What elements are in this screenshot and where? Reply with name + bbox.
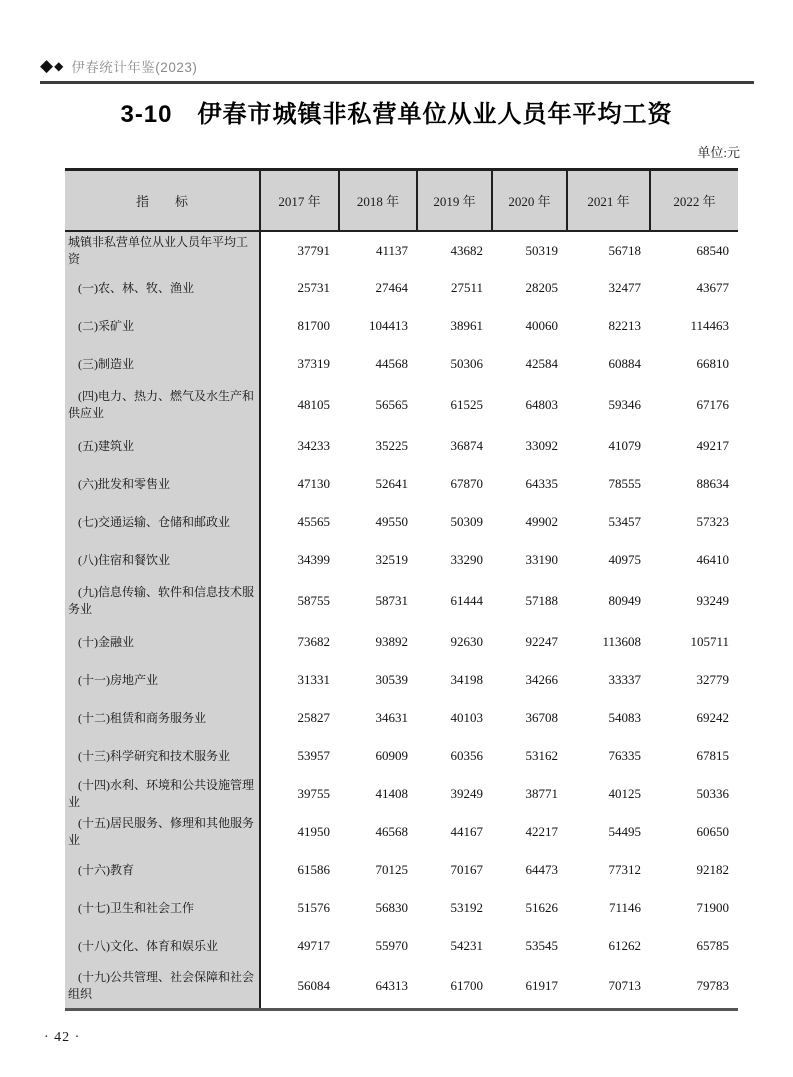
- value-cell: 45565: [260, 503, 339, 541]
- value-cell: 49717: [260, 927, 339, 965]
- value-cell: 60356: [417, 737, 492, 775]
- value-cell: 59346: [567, 383, 650, 427]
- value-cell: 71146: [567, 889, 650, 927]
- value-cell: 32477: [567, 269, 650, 307]
- value-cell: 114463: [650, 307, 738, 345]
- value-cell: 93249: [650, 579, 738, 623]
- indicator-label: [65, 503, 260, 541]
- value-cell: 73682: [260, 623, 339, 661]
- table-row: [65, 579, 738, 623]
- yearbook-name: 伊春统计年鉴(2023): [71, 60, 198, 75]
- table-row: [65, 699, 738, 737]
- value-cell: 104413: [339, 307, 417, 345]
- indicator-label-text: (十)金融业: [78, 634, 134, 649]
- value-cell: 43677: [650, 269, 738, 307]
- table-row: [65, 661, 738, 699]
- indicator-label: [65, 541, 260, 579]
- value-cell: 61444: [417, 579, 492, 623]
- indicator-label-text: (十一)房地产业: [78, 672, 158, 687]
- table-row: [65, 927, 738, 965]
- unit-label: 单位:元: [697, 145, 740, 160]
- value-cell: 92182: [650, 851, 738, 889]
- value-cell: 64313: [339, 965, 417, 1009]
- value-cell: 34631: [339, 699, 417, 737]
- value-cell: 51576: [260, 889, 339, 927]
- value-cell: 66810: [650, 345, 738, 383]
- value-cell: 46410: [650, 541, 738, 579]
- value-cell: 47130: [260, 465, 339, 503]
- value-cell: 53192: [417, 889, 492, 927]
- indicator-label: [65, 889, 260, 927]
- value-cell: 40060: [492, 307, 567, 345]
- value-cell: 28205: [492, 269, 567, 307]
- value-cell: 61700: [417, 965, 492, 1009]
- value-cell: 49550: [339, 503, 417, 541]
- indicator-label-text: (二)采矿业: [78, 318, 134, 333]
- value-cell: 34399: [260, 541, 339, 579]
- value-cell: 38961: [417, 307, 492, 345]
- value-cell: 71900: [650, 889, 738, 927]
- value-cell: 37319: [260, 345, 339, 383]
- column-header-year: 2017 年: [260, 170, 339, 232]
- column-header-year: 2021 年: [567, 170, 650, 232]
- value-cell: 60650: [650, 813, 738, 851]
- table-row: [65, 889, 738, 927]
- indicator-label-text: (十四)水利、环境和公共设施管理业: [68, 778, 254, 809]
- value-cell: 25731: [260, 269, 339, 307]
- value-cell: 53957: [260, 737, 339, 775]
- value-cell: 42217: [492, 813, 567, 851]
- value-cell: 37791: [260, 231, 339, 269]
- indicator-label-text: (十七)卫生和社会工作: [78, 900, 194, 915]
- value-cell: 50319: [492, 231, 567, 269]
- table-header: [65, 170, 738, 232]
- wage-table: [65, 168, 738, 1011]
- indicator-label-text: (三)制造业: [78, 356, 134, 371]
- value-cell: 61586: [260, 851, 339, 889]
- indicator-label-text: (一)农、林、牧、渔业: [78, 280, 194, 295]
- value-cell: 53545: [492, 927, 567, 965]
- indicator-label-text: (十三)科学研究和技术服务业: [78, 748, 230, 763]
- indicator-label: [65, 661, 260, 699]
- value-cell: 40125: [567, 775, 650, 813]
- value-cell: 54083: [567, 699, 650, 737]
- value-cell: 61262: [567, 927, 650, 965]
- value-cell: 39249: [417, 775, 492, 813]
- indicator-label-text: (十八)文化、体育和娱乐业: [78, 938, 218, 953]
- value-cell: 58755: [260, 579, 339, 623]
- indicator-label: [65, 579, 260, 623]
- value-cell: 33290: [417, 541, 492, 579]
- value-cell: 49902: [492, 503, 567, 541]
- table-row: [65, 345, 738, 383]
- diamond-icon: ◆: [40, 55, 54, 76]
- value-cell: 53457: [567, 503, 650, 541]
- indicator-label: [65, 813, 260, 851]
- value-cell: 81700: [260, 307, 339, 345]
- column-header-year: 2018 年: [339, 170, 417, 232]
- value-cell: 68540: [650, 231, 738, 269]
- indicator-label-text: (十六)教育: [78, 862, 134, 877]
- indicator-label: [65, 383, 260, 427]
- value-cell: 105711: [650, 623, 738, 661]
- value-cell: 113608: [567, 623, 650, 661]
- indicator-label: [65, 737, 260, 775]
- table-row: [65, 503, 738, 541]
- value-cell: 50309: [417, 503, 492, 541]
- table-row: [65, 383, 738, 427]
- page-title: 3-10 伊春市城镇非私营单位从业人员年平均工资: [120, 101, 673, 128]
- running-head: [40, 56, 754, 84]
- table-row: [65, 465, 738, 503]
- indicator-label-text: (十九)公共管理、社会保障和社会组织: [68, 970, 254, 1002]
- value-cell: 33092: [492, 427, 567, 465]
- indicator-label-text: (十二)租赁和商务服务业: [78, 710, 206, 725]
- indicator-label-text: (九)信息传输、软件和信息技术服务业: [68, 585, 254, 616]
- value-cell: 40103: [417, 699, 492, 737]
- value-cell: 88634: [650, 465, 738, 503]
- value-cell: 70125: [339, 851, 417, 889]
- value-cell: 44568: [339, 345, 417, 383]
- value-cell: 27511: [417, 269, 492, 307]
- value-cell: 70713: [567, 965, 650, 1009]
- value-cell: 58731: [339, 579, 417, 623]
- value-cell: 27464: [339, 269, 417, 307]
- value-cell: 33337: [567, 661, 650, 699]
- value-cell: 56084: [260, 965, 339, 1009]
- value-cell: 41950: [260, 813, 339, 851]
- value-cell: 44167: [417, 813, 492, 851]
- value-cell: 56830: [339, 889, 417, 927]
- value-cell: 35225: [339, 427, 417, 465]
- value-cell: 60884: [567, 345, 650, 383]
- value-cell: 33190: [492, 541, 567, 579]
- value-cell: 77312: [567, 851, 650, 889]
- value-cell: 41079: [567, 427, 650, 465]
- value-cell: 48105: [260, 383, 339, 427]
- table-row: [65, 813, 738, 851]
- indicator-label-text: (十五)居民服务、修理和其他服务业: [68, 816, 254, 847]
- page-number: · 42 ·: [44, 1030, 81, 1045]
- indicator-label: [65, 465, 260, 503]
- table-row: [65, 231, 738, 269]
- value-cell: 70167: [417, 851, 492, 889]
- indicator-label: [65, 965, 260, 1009]
- table-row: [65, 965, 738, 1009]
- value-cell: 60909: [339, 737, 417, 775]
- value-cell: 67176: [650, 383, 738, 427]
- value-cell: 92630: [417, 623, 492, 661]
- value-cell: 61525: [417, 383, 492, 427]
- value-cell: 34233: [260, 427, 339, 465]
- indicator-label-text: (六)批发和零售业: [78, 476, 170, 491]
- table-row: [65, 775, 738, 813]
- value-cell: 80949: [567, 579, 650, 623]
- indicator-label: [65, 231, 260, 269]
- value-cell: 54231: [417, 927, 492, 965]
- value-cell: 57188: [492, 579, 567, 623]
- value-cell: 69242: [650, 699, 738, 737]
- table-row: [65, 851, 738, 889]
- value-cell: 46568: [339, 813, 417, 851]
- table-header-row: [65, 170, 738, 232]
- value-cell: 34198: [417, 661, 492, 699]
- value-cell: 25827: [260, 699, 339, 737]
- value-cell: 93892: [339, 623, 417, 661]
- value-cell: 79783: [650, 965, 738, 1009]
- value-cell: 38771: [492, 775, 567, 813]
- column-header-year: 2020 年: [492, 170, 567, 232]
- value-cell: 40975: [567, 541, 650, 579]
- value-cell: 56565: [339, 383, 417, 427]
- indicator-label: [65, 699, 260, 737]
- indicator-label-text: 城镇非私营单位从业人员年平均工资: [68, 234, 249, 266]
- table-row: [65, 737, 738, 775]
- table-row: [65, 623, 738, 661]
- indicator-label: [65, 623, 260, 661]
- value-cell: 78555: [567, 465, 650, 503]
- value-cell: 32779: [650, 661, 738, 699]
- indicator-label-text: (八)住宿和餐饮业: [78, 552, 170, 567]
- value-cell: 51626: [492, 889, 567, 927]
- value-cell: 54495: [567, 813, 650, 851]
- value-cell: 31331: [260, 661, 339, 699]
- value-cell: 32519: [339, 541, 417, 579]
- indicator-label: [65, 427, 260, 465]
- indicator-label-text: (五)建筑业: [78, 438, 134, 453]
- value-cell: 64473: [492, 851, 567, 889]
- value-cell: 64335: [492, 465, 567, 503]
- value-cell: 67870: [417, 465, 492, 503]
- indicator-label: [65, 345, 260, 383]
- value-cell: 36708: [492, 699, 567, 737]
- value-cell: 67815: [650, 737, 738, 775]
- value-cell: 42584: [492, 345, 567, 383]
- column-header-year: 2022 年: [650, 170, 738, 232]
- value-cell: 92247: [492, 623, 567, 661]
- table-row: [65, 427, 738, 465]
- diamond-icon-small: ◆: [54, 59, 64, 73]
- value-cell: 34266: [492, 661, 567, 699]
- value-cell: 49217: [650, 427, 738, 465]
- indicator-label-text: (七)交通运输、仓储和邮政业: [78, 514, 230, 529]
- value-cell: 30539: [339, 661, 417, 699]
- value-cell: 53162: [492, 737, 567, 775]
- indicator-label: [65, 851, 260, 889]
- value-cell: 57323: [650, 503, 738, 541]
- value-cell: 39755: [260, 775, 339, 813]
- indicator-label: [65, 307, 260, 345]
- table-body: [65, 231, 738, 1009]
- value-cell: 43682: [417, 231, 492, 269]
- value-cell: 56718: [567, 231, 650, 269]
- value-cell: 50336: [650, 775, 738, 813]
- indicator-label-text: (四)电力、热力、燃气及水生产和供应业: [68, 389, 254, 420]
- value-cell: 61917: [492, 965, 567, 1009]
- indicator-label: [65, 269, 260, 307]
- table-row: [65, 269, 738, 307]
- value-cell: 41408: [339, 775, 417, 813]
- table-row: [65, 307, 738, 345]
- indicator-label: [65, 927, 260, 965]
- column-header-year: 2019 年: [417, 170, 492, 232]
- value-cell: 55970: [339, 927, 417, 965]
- value-cell: 76335: [567, 737, 650, 775]
- value-cell: 52641: [339, 465, 417, 503]
- indicator-label: [65, 775, 260, 813]
- column-header-indicator: 指 标: [65, 170, 260, 232]
- value-cell: 82213: [567, 307, 650, 345]
- table-row: [65, 541, 738, 579]
- value-cell: 50306: [417, 345, 492, 383]
- value-cell: 41137: [339, 231, 417, 269]
- value-cell: 65785: [650, 927, 738, 965]
- value-cell: 36874: [417, 427, 492, 465]
- value-cell: 64803: [492, 383, 567, 427]
